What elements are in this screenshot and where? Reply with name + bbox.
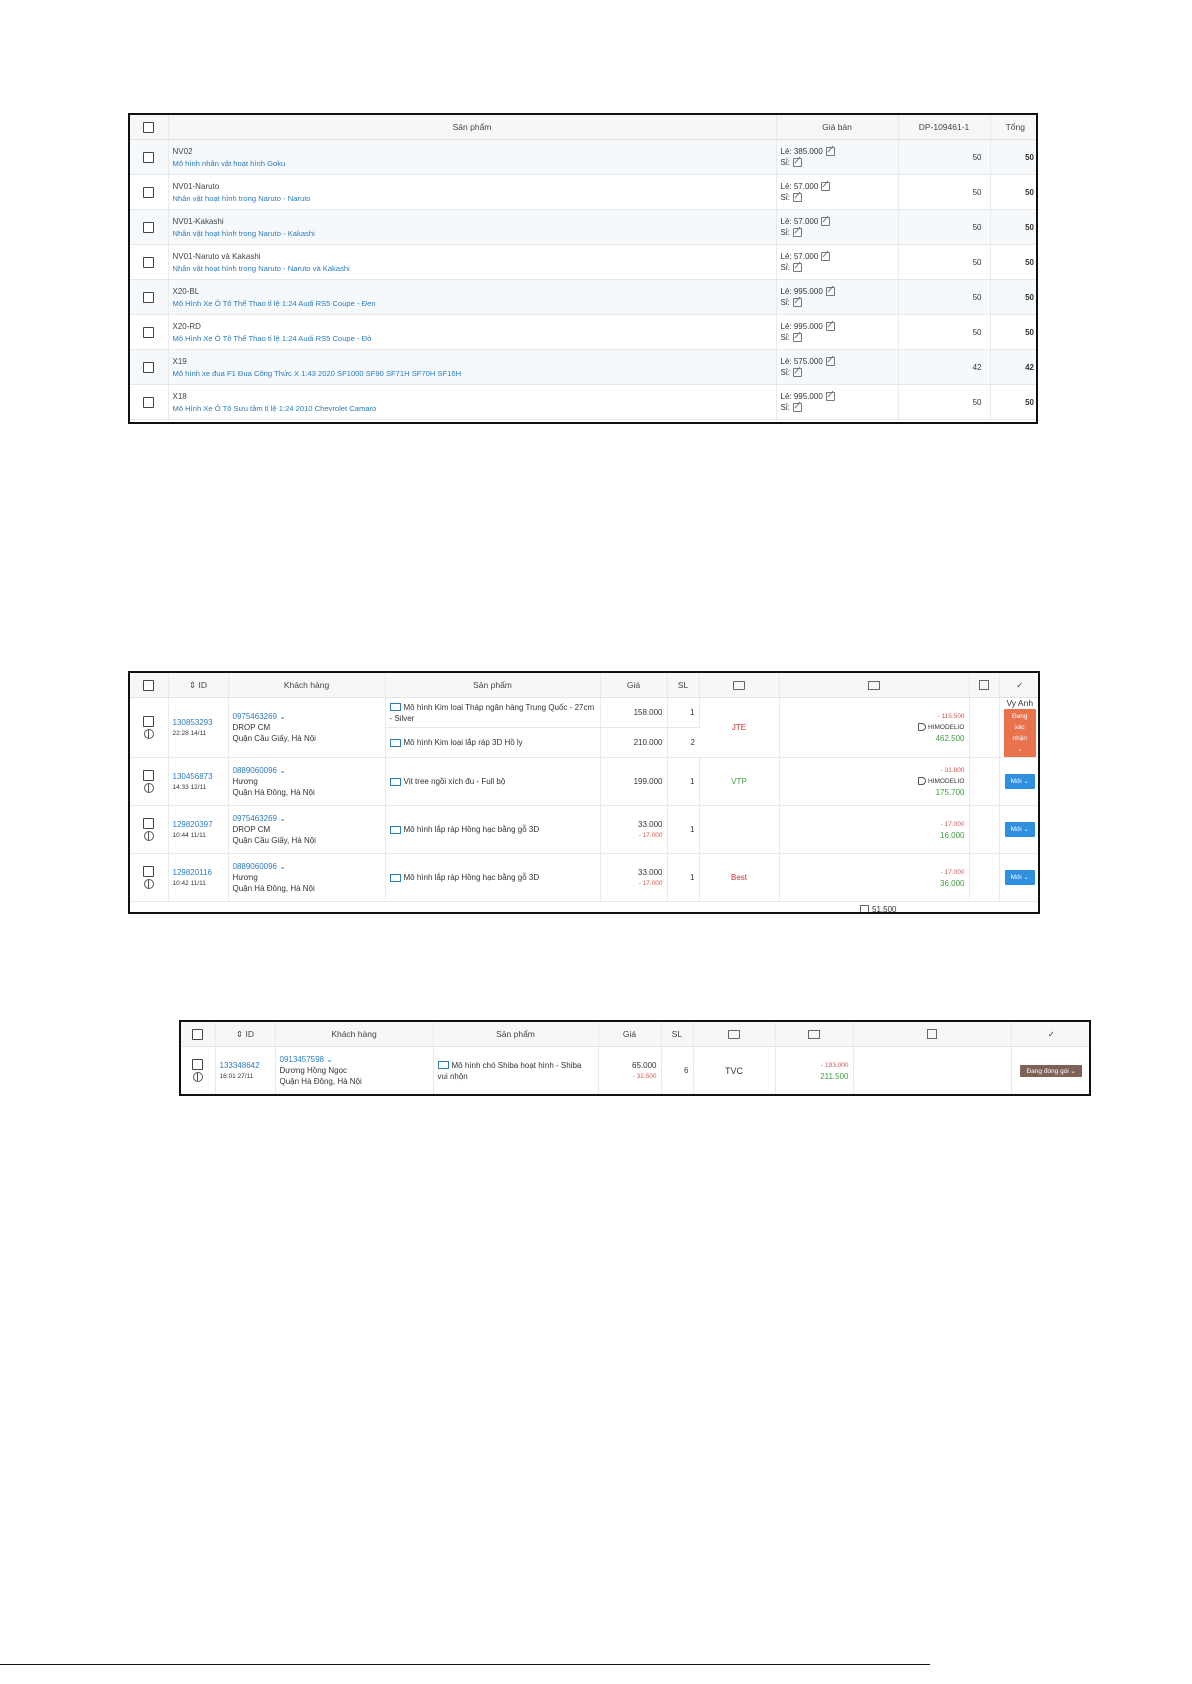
product-cell: [385, 806, 600, 854]
total-cell: 50: [990, 175, 1038, 210]
item-price: 65.000: [632, 1060, 657, 1070]
row-checkbox[interactable]: [143, 397, 154, 408]
retail-price: Lẻ: 995.000: [780, 322, 823, 331]
page-footer-rule: [0, 1664, 930, 1665]
product-table-header: [130, 115, 1038, 140]
col-warehouse[interactable]: DP-109461-1: [898, 115, 990, 140]
product-inventory-table: [128, 113, 1038, 424]
stock-cell: 50: [898, 315, 990, 350]
col-customer[interactable]: Khách hàng: [275, 1022, 433, 1047]
status-badge[interactable]: Đang đóng gói ⌄: [1020, 1065, 1082, 1077]
price-cell: [776, 175, 898, 210]
table-row[interactable]: [181, 1047, 1091, 1095]
col-product[interactable]: Sản phẩm: [385, 673, 600, 698]
product-cell: [168, 245, 776, 280]
globe-icon: [193, 1072, 203, 1082]
product-sku: X18: [172, 391, 187, 401]
total-cell: 50: [990, 280, 1038, 315]
stock-cell: 50: [898, 385, 990, 420]
edit-icon[interactable]: [821, 182, 830, 191]
product-name-link[interactable]: Nhân vật hoạt hình trong Naruto - Naruto: [172, 193, 311, 203]
edit-icon[interactable]: [793, 158, 802, 167]
edit-icon[interactable]: [793, 228, 802, 237]
product-name-link[interactable]: Mô Hình Xe Ô Tô Sưu tầm tỉ lệ 1:24 2010 Chevrolet Camaro: [172, 403, 377, 413]
truck-icon: [728, 1030, 740, 1039]
total-cell: 50: [990, 210, 1038, 245]
message-icon[interactable]: [438, 1061, 449, 1069]
item-discount: - 17.000: [638, 831, 663, 839]
carrier-cell: Best: [699, 854, 779, 902]
product-name-link[interactable]: Mô Hình Xe Ô Tô Thể Thao tỉ lệ 1:24 Audi RS5 Coupe - Đỏ: [172, 333, 372, 343]
row-checkbox[interactable]: [143, 716, 154, 727]
product-name-link[interactable]: Mô Hình Xe Ô Tô Thể Thao tỉ lệ 1:24 Audi RS5 Coupe - Đen: [172, 298, 376, 308]
row-checkbox[interactable]: [192, 1059, 203, 1070]
product-cell: [385, 758, 600, 806]
edit-icon[interactable]: [826, 322, 835, 331]
row-select[interactable]: [130, 280, 168, 315]
col-id[interactable]: ⇕ ID: [215, 1022, 275, 1047]
product-name: Vịt tree ngồi xích đu - Full bộ: [403, 777, 506, 786]
status-badge[interactable]: Mới ⌄: [1005, 774, 1035, 789]
amount-value: 175.700: [935, 788, 965, 797]
product-name: Mô hình chó Shiba hoạt hình - Shiba vui nhộn: [437, 1060, 582, 1081]
status-cell: [999, 854, 1040, 902]
price-cell: [600, 728, 667, 758]
row-checkbox[interactable]: [143, 770, 154, 781]
fee-value: - 193.000: [821, 1061, 849, 1069]
col-status[interactable]: [1011, 1022, 1091, 1047]
message-icon[interactable]: [390, 739, 401, 747]
total-cell: 50: [990, 245, 1038, 280]
item-discount: - 32.500: [632, 1072, 657, 1080]
product-cell: [385, 698, 600, 728]
globe-icon: [144, 729, 154, 739]
col-price[interactable]: Giá: [600, 673, 667, 698]
col-qty[interactable]: SL: [661, 1022, 693, 1047]
row-select[interactable]: [130, 350, 168, 385]
carrier-cell: [699, 806, 779, 854]
payment-cell: [779, 758, 969, 806]
staff-name: Vy Anh: [1006, 698, 1034, 708]
order-time: 16:01 27/11: [219, 1072, 254, 1080]
table-row[interactable]: [130, 350, 1038, 385]
money-icon: [808, 1030, 820, 1039]
product-sku: NV01-Naruto và Kakashi: [172, 251, 261, 261]
col-payment[interactable]: [775, 1022, 853, 1047]
amount-value: 462.500: [935, 734, 965, 743]
check-icon: ✓: [1016, 679, 1024, 690]
order-id-cell: [168, 806, 228, 854]
status-badge[interactable]: Mới ⌄: [1005, 822, 1035, 837]
product-cell: [385, 854, 600, 902]
order-id-link[interactable]: 129820116: [172, 867, 212, 877]
carrier-cell: JTE: [699, 698, 779, 758]
fee-value: - 17.000: [940, 868, 965, 876]
col-qty[interactable]: SL: [667, 673, 699, 698]
wholesale-price: Sỉ:: [780, 228, 790, 237]
stock-cell: 50: [898, 140, 990, 175]
check-icon: ✓: [1047, 1028, 1055, 1039]
product-name: Mô hình Kim loại Tháp ngân hàng Trung Quốc - 27cm - Silver: [389, 702, 595, 723]
wholesale-price: Sỉ:: [780, 333, 790, 342]
row-select[interactable]: [130, 210, 168, 245]
tag-icon: [918, 777, 926, 785]
status-cell: [999, 806, 1040, 854]
item-price: 33.000: [638, 867, 663, 877]
qty-cell: 1: [667, 854, 699, 902]
row-checkbox[interactable]: [143, 362, 154, 373]
globe-icon: [144, 879, 154, 889]
note-cell[interactable]: [853, 1047, 1011, 1095]
fee-value: - 17.000: [940, 820, 965, 828]
price-cell: [776, 245, 898, 280]
single-order-table: [179, 1020, 1091, 1096]
product-name: Mô hình Kim loại lắp ráp 3D Hồ ly: [403, 738, 523, 747]
wholesale-price: Sỉ:: [780, 368, 790, 377]
col-customer[interactable]: Khách hàng: [228, 673, 385, 698]
product-name: Mô hình lắp ráp Hồng hạc bằng gỗ 3D: [403, 825, 540, 834]
select-all-checkbox[interactable]: [192, 1029, 203, 1040]
note-cell[interactable]: [969, 698, 999, 758]
wholesale-price: Sỉ:: [780, 193, 790, 202]
price-cell: [776, 315, 898, 350]
total-cell: 42: [990, 350, 1038, 385]
row-checkbox[interactable]: [143, 866, 154, 877]
select-all-products[interactable]: [130, 115, 168, 140]
customer-phone[interactable]: 0889060096 ⌄: [232, 862, 286, 871]
message-icon[interactable]: [390, 874, 401, 882]
col-total[interactable]: Tổng: [990, 115, 1038, 140]
price-cell: [600, 854, 667, 902]
row-select[interactable]: [130, 854, 168, 902]
fee-value: - 115.500: [937, 713, 965, 720]
total-cell: 50: [990, 315, 1038, 350]
edit-icon[interactable]: [826, 147, 835, 156]
footer-total-value: 51.500: [872, 905, 897, 914]
table-row[interactable]: [130, 175, 1038, 210]
qty-cell: 1: [667, 758, 699, 806]
product-name-link[interactable]: Nhân vật hoạt hình trong Naruto - Kakashi: [172, 228, 315, 238]
item-price: 158.000: [633, 708, 663, 717]
edit-icon[interactable]: [821, 252, 830, 261]
payment-cell: [775, 1047, 853, 1095]
status-cell: [999, 698, 1040, 758]
qty-cell: 1: [667, 806, 699, 854]
message-icon[interactable]: [390, 826, 401, 834]
globe-icon: [144, 783, 154, 793]
stock-cell: 50: [898, 245, 990, 280]
col-shipping[interactable]: [699, 673, 779, 698]
col-shipping[interactable]: [693, 1022, 775, 1047]
product-name-link[interactable]: Mô hình nhân vật hoạt hình Goku: [172, 158, 286, 168]
edit-icon[interactable]: [793, 403, 802, 412]
product-sku: NV01-Naruto: [172, 181, 220, 191]
edit-icon[interactable]: [826, 287, 835, 296]
table-row[interactable]: [130, 245, 1038, 280]
product-cell: [168, 280, 776, 315]
edit-icon[interactable]: [793, 193, 802, 202]
customer-name: DROP CM: [232, 825, 271, 834]
product-cell: [168, 210, 776, 245]
table-row[interactable]: [130, 854, 1040, 902]
row-checkbox[interactable]: [143, 818, 154, 829]
payment-cell: [779, 698, 969, 758]
price-cell: [600, 698, 667, 728]
amount-value: 211.500: [820, 1071, 849, 1081]
product-name-link[interactable]: Nhân vật hoạt hình trong Naruto - Naruto và Kakashi: [172, 263, 350, 273]
edit-icon[interactable]: [793, 333, 802, 342]
table-footer-row: [130, 902, 1040, 915]
row-checkbox[interactable]: [143, 327, 154, 338]
edit-icon[interactable]: [793, 298, 802, 307]
product-name-link[interactable]: Mô hình xe đua F1 Đua Công Thức X 1:43 2020 SF1000 SF90 SF71H SF70H SF16H: [172, 368, 462, 378]
price-cell: [776, 140, 898, 175]
truck-icon: [733, 681, 745, 690]
amount-value: 16.000: [940, 830, 965, 840]
wholesale-price: Sỉ:: [780, 403, 790, 412]
row-select[interactable]: [181, 1047, 215, 1095]
table-row[interactable]: [130, 140, 1038, 175]
col-status[interactable]: [999, 673, 1040, 698]
product-sku: NV02: [172, 146, 193, 156]
order-id-link[interactable]: 130456873: [172, 771, 213, 781]
customer-address: Quận Hà Đông, Hà Nội: [232, 788, 315, 797]
col-id[interactable]: ⇕ ID: [168, 673, 228, 698]
amount-value: 36.000: [940, 878, 965, 888]
status-badge[interactable]: Mới ⌄: [1005, 870, 1035, 885]
customer-address: Quận Cầu Giấy, Hà Nội: [232, 734, 316, 743]
customer-cell: [228, 758, 385, 806]
stock-cell: 50: [898, 280, 990, 315]
edit-icon[interactable]: [793, 368, 802, 377]
col-price[interactable]: Giá: [598, 1022, 661, 1047]
note-cell[interactable]: [969, 758, 999, 806]
table-row[interactable]: [130, 385, 1038, 420]
qty-cell: 1: [667, 698, 699, 728]
status-cell: [1011, 1047, 1091, 1095]
stock-cell: 50: [898, 210, 990, 245]
table-row[interactable]: [130, 698, 1040, 728]
col-payment[interactable]: [779, 673, 969, 698]
customer-phone[interactable]: 0975463269 ⌄: [232, 814, 286, 823]
row-select[interactable]: [130, 315, 168, 350]
price-cell: [600, 806, 667, 854]
wholesale-price: Sỉ:: [780, 158, 790, 167]
row-checkbox[interactable]: [143, 222, 154, 233]
product-sku: X19: [172, 356, 187, 366]
message-icon[interactable]: [390, 778, 401, 786]
table-row[interactable]: [130, 758, 1040, 806]
retail-price: Lẻ: 57.000: [780, 217, 819, 226]
retail-price: Lẻ: 57.000: [780, 182, 819, 191]
item-price: 33.000: [638, 819, 663, 829]
customer-name: Hương: [232, 777, 258, 786]
table-row[interactable]: [130, 806, 1040, 854]
product-cell: [168, 350, 776, 385]
product-cell: [168, 315, 776, 350]
edit-icon[interactable]: [826, 357, 835, 366]
order-id-cell: [168, 758, 228, 806]
item-discount: - 17.000: [638, 879, 663, 887]
order-id-cell: [168, 854, 228, 902]
retail-price: Lẻ: 385.000: [780, 147, 823, 156]
edit-icon[interactable]: [821, 217, 830, 226]
product-name: Mô hình lắp ráp Hồng hạc bằng gỗ 3D: [403, 873, 540, 882]
retail-price: Lẻ: 57.000: [780, 252, 819, 261]
customer-name: Dương Hồng Ngọc: [279, 1066, 348, 1075]
orders-table-header: [130, 673, 1040, 698]
product-cell: [385, 728, 600, 758]
customer-address: Quận Cầu Giấy, Hà Nội: [232, 836, 316, 845]
note-icon: [927, 1029, 937, 1039]
globe-icon: [144, 831, 154, 841]
carrier-cell: VTP: [699, 758, 779, 806]
tag-icon: [918, 723, 926, 731]
item-price: 210.000: [633, 738, 663, 747]
price-cell: [600, 758, 667, 806]
wholesale-price: Sỉ:: [780, 263, 790, 272]
qty-cell: 6: [661, 1047, 693, 1095]
customer-cell: [228, 698, 385, 758]
table-row[interactable]: [130, 210, 1038, 245]
fee-value: - 31.800: [940, 767, 965, 774]
customer-name: Hương: [232, 873, 258, 882]
row-select[interactable]: [130, 806, 168, 854]
order-time: 10:44 11/11: [172, 831, 206, 839]
retail-price: Lẻ: 995.000: [780, 287, 823, 296]
coupon-code: HIMODELIO: [928, 778, 965, 785]
retail-price: Lẻ: 995.000: [780, 392, 823, 401]
col-price[interactable]: Giá bán: [776, 115, 898, 140]
footer-spacer: [130, 902, 1040, 915]
product-sku: X20-BL: [172, 286, 200, 296]
total-cell: 50: [990, 140, 1038, 175]
select-all-single[interactable]: [181, 1022, 215, 1047]
row-checkbox[interactable]: [143, 257, 154, 268]
note-cell[interactable]: [969, 806, 999, 854]
item-price: 199.000: [633, 777, 663, 786]
message-icon[interactable]: [390, 703, 401, 711]
customer-phone[interactable]: 0913457598 ⌄: [279, 1055, 333, 1064]
select-all-checkbox[interactable]: [143, 122, 154, 133]
row-checkbox[interactable]: [143, 152, 154, 163]
customer-name: DROP CM: [232, 723, 271, 732]
stock-cell: 42: [898, 350, 990, 385]
stock-cell: 50: [898, 175, 990, 210]
order-id-link[interactable]: 133348642: [219, 1060, 260, 1070]
price-cell: [776, 385, 898, 420]
total-cell: 50: [990, 385, 1038, 420]
price-cell: [776, 210, 898, 245]
order-id-link[interactable]: 129820397: [172, 819, 213, 829]
note-cell[interactable]: [969, 854, 999, 902]
row-select[interactable]: [130, 758, 168, 806]
customer-address: Quận Hà Đông, Hà Nội: [279, 1077, 362, 1086]
order-id-cell: [168, 698, 228, 758]
row-checkbox[interactable]: [143, 292, 154, 303]
row-select[interactable]: [130, 175, 168, 210]
customer-phone[interactable]: 0889060096 ⌄: [232, 766, 286, 775]
money-icon: [868, 681, 880, 690]
customer-cell: [228, 806, 385, 854]
carrier-cell: TVC: [693, 1047, 775, 1095]
qty-cell: 2: [667, 728, 699, 758]
col-note[interactable]: [969, 673, 999, 698]
table-row[interactable]: [130, 280, 1038, 315]
status-cell: [999, 758, 1040, 806]
price-cell: [598, 1047, 661, 1095]
customer-cell: [275, 1047, 433, 1095]
product-cell: [433, 1047, 598, 1095]
coupon-code: HIMODELIO: [928, 724, 965, 731]
product-cell: [168, 140, 776, 175]
order-id-link[interactable]: 130853293: [172, 717, 213, 727]
orders-table: [128, 671, 1040, 914]
note-icon: [979, 680, 989, 690]
order-time: 10:42 11/11: [172, 879, 206, 887]
row-select[interactable]: [130, 140, 168, 175]
customer-cell: [228, 854, 385, 902]
order-id-cell: [215, 1047, 275, 1095]
product-cell: [168, 175, 776, 210]
product-sku: X20-RD: [172, 321, 201, 331]
col-note[interactable]: [853, 1022, 1011, 1047]
col-product[interactable]: Sản phẩm: [433, 1022, 598, 1047]
customer-address: Quận Hà Đông, Hà Nội: [232, 884, 315, 893]
select-all-checkbox[interactable]: [143, 680, 154, 691]
single-order-header: [181, 1022, 1091, 1047]
payment-cell: [779, 806, 969, 854]
status-badge[interactable]: Đang xác nhận ⌄: [1004, 709, 1037, 757]
edit-icon[interactable]: [826, 392, 835, 401]
col-product[interactable]: Sản phẩm: [168, 115, 776, 140]
wholesale-price: Sỉ:: [780, 298, 790, 307]
row-select[interactable]: [130, 245, 168, 280]
price-cell: [776, 280, 898, 315]
edit-icon[interactable]: [793, 263, 802, 272]
row-select[interactable]: [130, 385, 168, 420]
row-select[interactable]: [130, 698, 168, 758]
product-sku: NV01-Kakashi: [172, 216, 224, 226]
customer-phone[interactable]: 0975463269 ⌄: [232, 712, 286, 721]
select-all-orders[interactable]: [130, 673, 168, 698]
price-cell: [776, 350, 898, 385]
table-row[interactable]: [130, 315, 1038, 350]
row-checkbox[interactable]: [143, 187, 154, 198]
retail-price: Lẻ: 575.000: [780, 357, 823, 366]
product-cell: [168, 385, 776, 420]
order-time: 14:33 12/11: [172, 783, 207, 791]
order-time: 22:28 14/11: [172, 729, 207, 737]
payment-cell: [779, 854, 969, 902]
